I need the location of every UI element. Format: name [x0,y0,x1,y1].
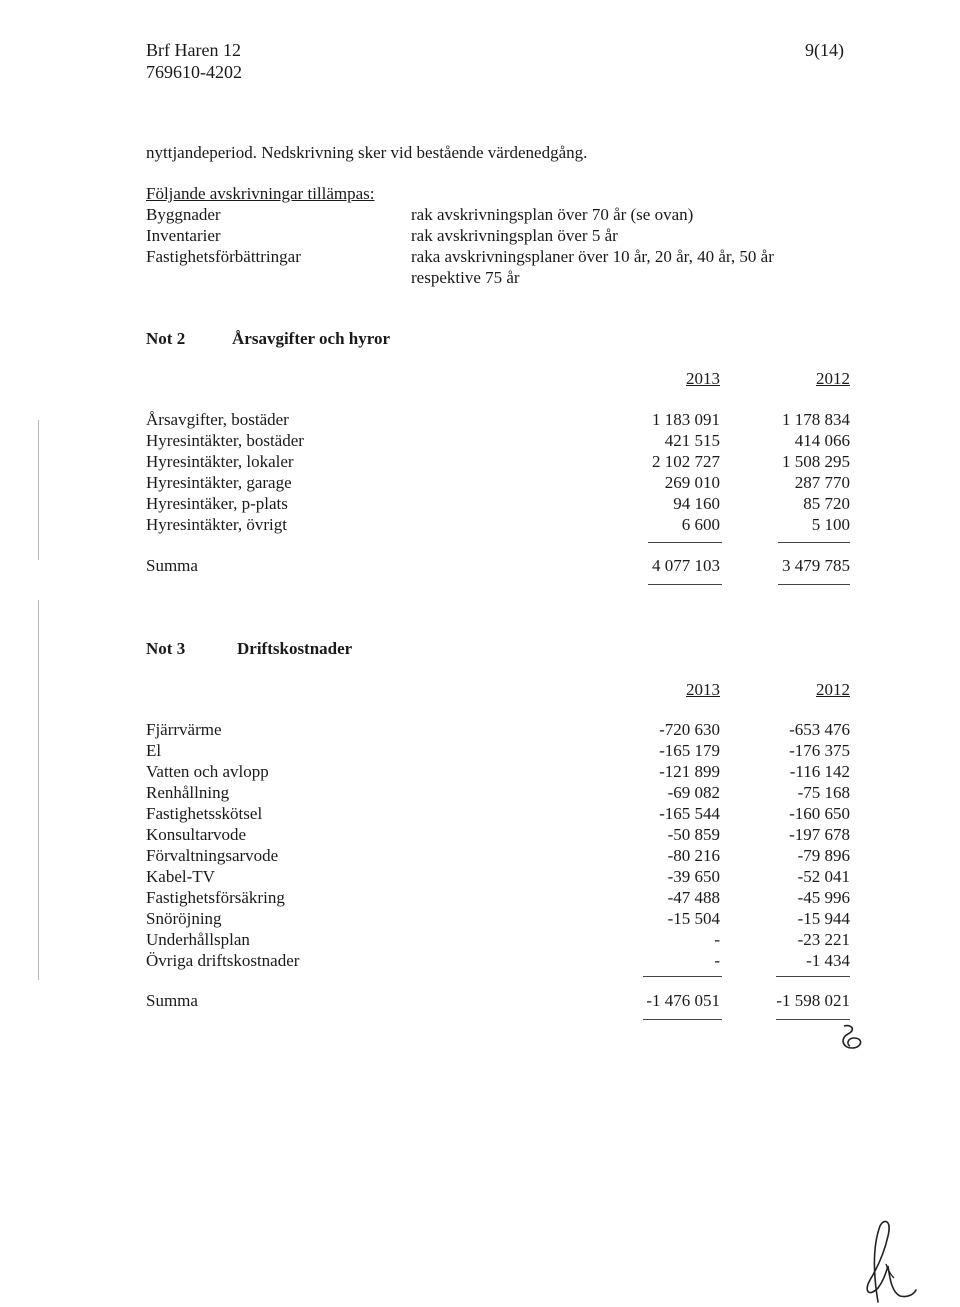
value-2013: 94 160 [673,494,720,513]
row-label: Renhållning [146,783,230,802]
table-row [0,515,960,536]
value-2013: -50 859 [667,825,720,844]
value-2012: -23 221 [797,930,850,949]
table-row [0,804,960,825]
value-2013: 6 600 [681,515,720,534]
value-2013: -165 179 [659,741,720,760]
row-label: Underhållsplan [146,930,250,949]
org-number: 769610-4202 [146,62,242,82]
sum-label: Summa [146,991,198,1010]
value-2012: 1 178 834 [782,410,850,429]
value-2013: -720 630 [659,720,720,739]
table-row [0,930,960,951]
handwritten-initial-mark [832,1022,872,1052]
sum-2013: -1 476 051 [646,991,720,1010]
note3-col-2012: 2012 [816,680,850,699]
table-row [0,846,960,867]
table-row [0,909,960,930]
value-2013: 1 183 091 [652,410,720,429]
subtotal-rule [648,542,722,543]
row-label: Snöröjning [146,909,222,928]
signature-mark [858,1218,920,1304]
value-2012: 414 066 [794,431,850,450]
depreciation-label: Inventarier [146,226,221,245]
value-2013: -121 899 [659,762,720,781]
row-label: Hyresintäkter, övrigt [146,515,287,534]
subtotal-rule [776,976,850,977]
note2-number: Not 2 [146,329,186,348]
value-2012: -1 434 [806,951,850,970]
note3-number: Not 3 [146,639,186,658]
row-label: Hyresintäkter, garage [146,473,292,492]
table-row [0,762,960,783]
depreciation-heading: Följande avskrivningar tillämpas: [146,184,375,203]
scan-artifact [38,420,39,560]
row-label: Hyresintäker, p-plats [146,494,288,513]
depreciation-text: rak avskrivningsplan över 70 år (se ovan) [411,205,694,224]
total-rule [643,1019,722,1020]
row-label: Hyresintäkter, bostäder [146,431,304,450]
value-2013: -165 544 [659,804,720,823]
value-2012: -160 650 [789,804,850,823]
row-label: Övriga driftskostnader [146,951,300,970]
value-2012: -197 678 [789,825,850,844]
table-row [0,720,960,741]
note2-col-2013: 2013 [686,369,720,388]
value-2012: -52 041 [797,867,850,886]
value-2013: -69 082 [667,783,720,802]
table-row [0,867,960,888]
value-2013: 2 102 727 [652,452,720,471]
depreciation-text: rak avskrivningsplan över 5 år [411,226,618,245]
value-2012: 5 100 [811,515,850,534]
depreciation-text: raka avskrivningsplaner över 10 år, 20 år, 40 år, 50 år [411,247,774,266]
table-row [0,951,960,972]
note2-col-2012: 2012 [816,369,850,388]
row-label: Fjärrvärme [146,720,222,739]
depreciation-label: Fastighetsförbättringar [146,247,301,266]
sum-2013: 4 077 103 [652,556,720,575]
depreciation-continuation: respektive 75 år [411,268,520,287]
table-row [0,473,960,494]
subtotal-rule [643,976,722,977]
sum-2012: 3 479 785 [782,556,850,575]
value-2012: -653 476 [789,720,850,739]
value-2012: -75 168 [797,783,850,802]
table-row [0,888,960,909]
value-2012: 1 508 295 [782,452,850,471]
scan-artifact [38,600,39,980]
value-2012: 287 770 [794,473,850,492]
value-2012: -176 375 [789,741,850,760]
intro-continuation: nyttjandeperiod. Nedskrivning sker vid bestående värdenedgång. [146,143,588,162]
row-label: Hyresintäkter, lokaler [146,452,294,471]
total-rule [776,1019,850,1020]
note2-sum-row [0,556,960,577]
value-2012: 85 720 [803,494,850,513]
value-2012: -79 896 [797,846,850,865]
sum-label: Summa [146,556,198,575]
note3-col-2013: 2013 [686,680,720,699]
value-2013: - [714,930,720,949]
value-2012: -116 142 [789,762,850,781]
table-row [0,452,960,473]
value-2013: -15 504 [667,909,720,928]
value-2013: - [714,951,720,970]
sum-2012: -1 598 021 [776,991,850,1010]
row-label: El [146,741,162,760]
table-row [0,494,960,515]
table-row [0,783,960,804]
row-label: Fastighetsförsäkring [146,888,285,907]
table-row [0,431,960,452]
row-label: Årsavgifter, bostäder [146,410,289,429]
value-2013: 269 010 [664,473,720,492]
table-row [0,825,960,846]
value-2013: 421 515 [664,431,720,450]
total-rule [648,584,722,585]
row-label: Kabel-TV [146,867,215,886]
subtotal-rule [778,542,850,543]
page-number: 9(14) [805,40,844,60]
table-row [0,741,960,762]
org-name: Brf Haren 12 [146,40,241,60]
table-row [0,410,960,431]
row-label: Fastighetsskötsel [146,804,263,823]
note2-title: Årsavgifter och hyror [232,329,391,348]
row-label: Förvaltningsarvode [146,846,279,865]
value-2012: -45 996 [797,888,850,907]
value-2013: -39 650 [667,867,720,886]
note3-title: Driftskostnader [237,639,353,658]
row-label: Vatten och avlopp [146,762,269,781]
depreciation-label: Byggnader [146,205,221,224]
value-2013: -47 488 [667,888,720,907]
value-2013: -80 216 [667,846,720,865]
row-label: Konsultarvode [146,825,247,844]
note3-sum-row [0,991,960,1012]
value-2012: -15 944 [797,909,850,928]
total-rule [778,584,850,585]
